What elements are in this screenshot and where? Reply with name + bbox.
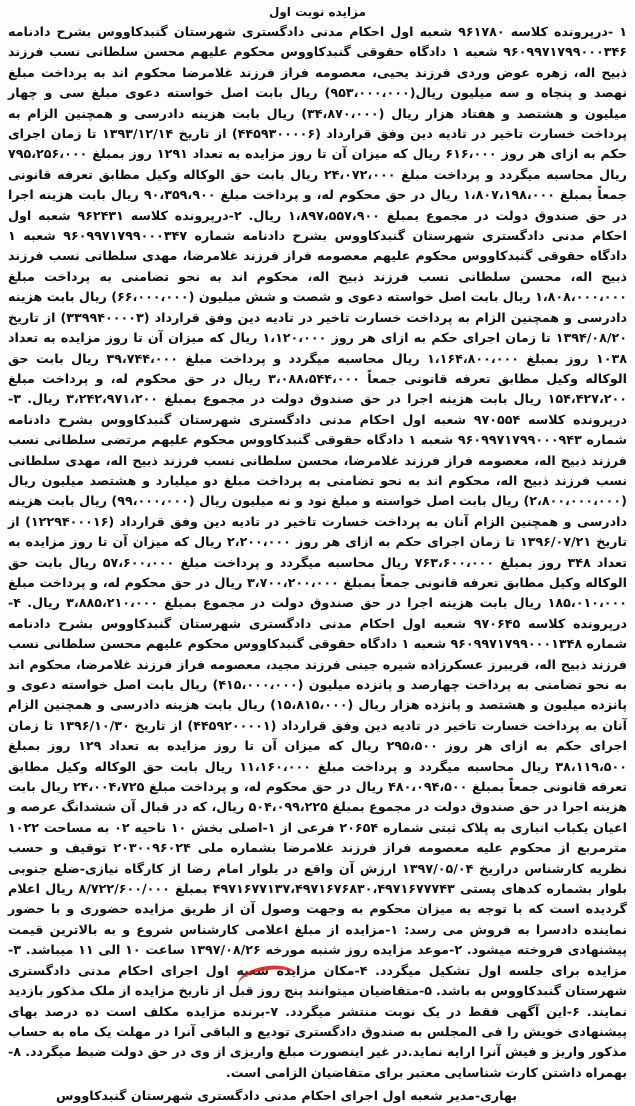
notice-body: [8, 22, 627, 1083]
condition-4: ۴-مکان مزایده شعبه اول اجرای احکام مدنی دادگستری شهرستان گنبدکاووس به باشد.: [8, 962, 627, 999]
paragraph-case-4: ۴-درپرونده کلاسه ۹۷۰۶۴۵ شعبه اول احکام مدنی دادگستری شهرستان گنبدکاووس بشرح دادنامه شماره ۹۶۰۹۹۷۱۷۹۹۰۰۰۱۳۴۸ شعبه ۱ دادگاه حقوقی گنبدکاووس محکوم علیهم محسن سلطانی نسب فرزند ذبیح اله، فریبرز عسکرزاده شیره جینی فرزند مجید، معصومه فراز فرزند غلامرضا، محکوم اند به نحو تضامنی به پرداخت چهارصد و پانزده میلیون (۴۱۵،۰۰۰،۰۰۰) ریال بابت اصل خواسته دعوی و پانزده میلیون و هشتصد و پانزده هزار ریال (۱۵،۸۱۵،۰۰۰) ریال بابت هزینه دادرسی و همچنین الزام آنان به پرداخت خسارت تاخیر در تادیه دین وفق قرارداد (۴۴۵۹۲۰۰۰۰۱) از تاریخ ۱۳۹۶/۱۰/۳۰ تا زمان اجرای حکم به ازای هر روز ۲۹۵،۵۰۰ ریال که میزان آن تا روز مزایده به تعداد ۱۲۹ روز بمبلغ ۳۸،۱۱۹،۵۰۰ ریال محاسبه میگردد و پرداخت مبلغ ۱۱،۱۶۰،۰۰۰ ریال بابت حق الوکاله وکیل مطابق تعرفه قانونی جمعاً بمبلغ ۴۸۰،۰۹۴،۵۰۰ ریال در حق محکوم له، و پرداخت مبلغ ۲۴،۰۰۴،۷۲۵ ریال بابت هزینه اجرا در حق صندوق دولت در مجموع بمبلغ ۵۰۴،۰۹۹،۲۲۵ ریال، که در قبال آن ششدانگ عرصه و اعیان یکباب انباری به پلاک ثبتی شماره ۲۰۶۵۴ فرعی از ۱-اصلی بخش ۱۰ ناحیه ۰۲ به مساحت ۱۰۲۲ مترمربع از محکوم علیه معصومه فراز فرزند غلامرضا بشماره ملی ۲۰۳۰۰۹۶۰۲۴ توقیف و حسب نظریه کارشناس دراریخ ۱۳۹۷/۰۵/۰۴ ارزش آن واقع در بلوار امام رضا از کارگاه نیازی-ضلع جنوبی بلوار بشماره کدهای پستی ۴۹۷۱۶۷۷۱۳۷،۴۹۷۱۶۷۶۸۳۰،۴۹۷۱۶۷۷۷۴۳ بمبلغ ۸/۷۲۲/۶۰۰/۰۰۰ ریال اعلام گردیده است که با توجه به میزان محکوم به وجهت وصول آن از طریق مزایده حضوری و با حضور نماینده دادسرا به فروش می رسد:: [8, 595, 628, 937]
signature-line: بهاری-مدیر شعبه اول اجرای احکام مدنی دادگستری شهرستان گنبدکاووس: [56, 1088, 517, 1104]
condition-2: ۲-موعد مزایده روز شنبه مورخه ۱۳۹۷/۰۸/۲۶ ساعت ۱۰ الی ۱۱ میباشد.: [21, 942, 463, 958]
condition-3: ۳-مزایده برای جلسه اول تشکیل میگردد.: [8, 942, 627, 978]
condition-8: ۸-بهمراه داشتن کارت شناسایی معتبر برای متقاضیان الزامی است.: [8, 1044, 627, 1080]
condition-1: ۱-مزایده از مبلغ اعلامی کارشناس شروع و به بالاترین قیمت پیشنهادی فروخته میشود.: [8, 921, 628, 958]
paragraph-case-2: ۲-درپرونده کلاسه ۹۶۲۴۳۱ شعبه اول احکام مدنی دادگستری شهرستان گنبدکاووس بشرح دادنامه شماره ۹۶۰۹۹۷۱۷۹۹۰۰۰۳۴۷ شعبه ۱ دادگاه حقوقی گنبدکاووس محکوم علیهم معصومه فراز فرزند غلامرضا، مهدی سلطانی نسب فرزند ذبیح اله، محسن سلطانی نسب فرزند ذبیح اله، محکوم اند به نحو تضامنی به پرداخت مبلغ ۱،۸۰۸،۰۰۰،۰۰۰ ریال بابت اصل خواسته دعوی و شصت و شش میلیون (۶۶،۰۰۰،۰۰۰) ریال بابت هزینه دادرسی و همچنین الزام به پرداخت خسارت تاخیر در تادیه دین وفق قرارداد (۳۳۹۹۴۰۰۰۰۳) از تاریخ ۱۳۹۴/۰۸/۲۰ تا زمان اجرای حکم به ازای هر روز ۱،۱۲۰،۰۰۰ ریال که میزان آن تا روز مزایده به تعداد ۱۰۳۸ روز بمبلغ ۱،۱۶۴،۸۰۰،۰۰۰ ریال محاسبه میگردد و پرداخت مبلغ ۳۹،۷۴۴،۰۰۰ ریال بابت حق الوکاله وکیل مطابق تعرفه قانونی جمعاً ۳،۰۸۸،۵۴۴،۰۰۰ ریال در حق محکوم له، و پرداخت مبلغ ۱۵۴،۴۲۷،۲۰۰ ریال بابت هزینه اجرا در حق صندوق دولت در مجموع بمبلغ ۳،۲۴۲،۹۷۱،۲۰۰ ریال.: [8, 207, 627, 407]
condition-6: ۶-این آگهی فقط در یک نوبت منتشر میگردد.: [278, 1003, 580, 1019]
paragraph-case-3: ۳-درپرونده کلاسه ۹۷۰۵۵۴ شعبه اول احکام مدنی دادگستری شهرستان گنبدکاووس بشرح دادنامه شماره ۹۶۰۹۹۷۱۷۹۹۰۰۰۹۴۳ شعبه ۱ دادگاه حقوقی گنبدکاووس محکوم علیهم مرتضی سلطانی نسب فرزند ذبیح اله، معصومه فراز فرزند غلامرضا، محسن سلطانی نسب فرزند ذبیح اله، مهدی سلطانی نسب فرزند ذبیح اله، محکوم اند به نحو تضامنی به پرداخت مبلغ دو میلیارد و هشتصد میلیون ریال (۲،۸۰۰،۰۰۰،۰۰۰) ریال بابت اصل خواسته و مبلغ نود و نه میلیون ریال (۹۹،۰۰۰،۰۰۰) ریال بابت هزینه دادرسی و همچنین الزام آنان به پرداخت خسارت تاخیر در تادیه دین وفق قرارداد (۱۲۲۹۴۰۰۰۱۶) از تاریخ ۱۳۹۶/۰۷/۲۱ تا زمان اجرای حکم به ازای هر روز ۲،۲۰۰،۰۰۰ ریال که میزان آن تا روز مزایده به تعداد ۳۴۸ روز بمبلغ ۷۶۳،۶۰۰،۰۰۰ ریال محاسبه میگردد و پرداخت مبلغ ۵۷،۶۰۰،۰۰۰ ریال بابت حق الوکاله وکیل مطابق تعرفه قانونی جمعاً بمبلغ ۳،۷۰۰،۲۰۰،۰۰۰ ریال در حق محکوم له، و پرداخت مبلغ ۱۸۵،۰۱۰،۰۰۰ ریال بابت هزینه اجرا در حق صندوق دولت در مجموع بمبلغ ۳،۸۸۵،۲۱۰،۰۰۰ ریال.: [8, 391, 627, 611]
condition-5: ۵-متقاضیان میتوانند پنج روز قبل از تاریخ مزایده از ملک مذکور بازدید نمایند.: [8, 983, 628, 1019]
condition-7: ۷-برنده مزایده مکلف است ده درصد بهای پیشنهادی خویش را فی المجلس به صندوق دادگستری تودیع و الباقی آنرا در مهلت یک ماه به حساب مذکور واریز و فیش آنرا ارایه نماید.در غیر اینصورت مبلغ واریزی از وی در حق دولت ضبط میگردد.: [8, 1003, 627, 1060]
notice-heading: مزایده نوبت اول: [268, 5, 367, 19]
paragraph-case-1: ۱ -درپرونده کلاسه ۹۶۱۷۸۰ شعبه اول احکام مدنی دادگستری شهرستان گنبدکاووس بشرح دادنامه ۹۶۰۹۹۷۱۷۹۹۰۰۰۳۴۶ شعبه ۱ دادگاه حقوقی گنبدکاووس محکوم علیهم محسن سلطانی نسب فرزند ذبیح اله، زهره عوض وردی فرزند یحیی، معصومه فراز فرزند غلامرضا محکوم اند به پرداخت مبلغ نهصد و پنجاه و سه میلیون ریال(۹۵۳،۰۰۰،۰۰۰) ریال بابت اصل خواسته دعوی مبلغ سی و چهار میلیون و هشتصد و هفتاد هزار ریال (۳۴،۸۷۰،۰۰۰) ریال بابت هزینه دادرسی و همچنین الزام به پرداخت خسارت تاخیر در تادیه دین وفق قرارداد (۴۴۵۹۳۰۰۰۰۶) از تاریخ ۱۳۹۳/۱۲/۱۴ تا زمان اجرای حکم به ازای هر روز ۶۱۶،۰۰۰ ریال که میزان آن تا روز مزایده به تعداد ۱۲۹۱ روز بمبلغ ۷۹۵،۲۵۶،۰۰۰ ریال محاسبه میگردد و پرداخت مبلغ ۲۴،۰۷۲،۰۰۰ ریال بابت حق الوکاله وکیل مطابق تعرفه قانونی جمعاً بمبلغ ۱،۸۰۷،۱۹۸،۰۰۰ ریال در حق محکوم له، و پرداخت مبلغ ۹۰،۳۵۹،۹۰۰ ریال بابت هزینه اجرا در حق صندوق دولت در مجموع بمبلغ ۱،۸۹۷،۵۵۷،۹۰۰ ریال.: [8, 24, 628, 223]
